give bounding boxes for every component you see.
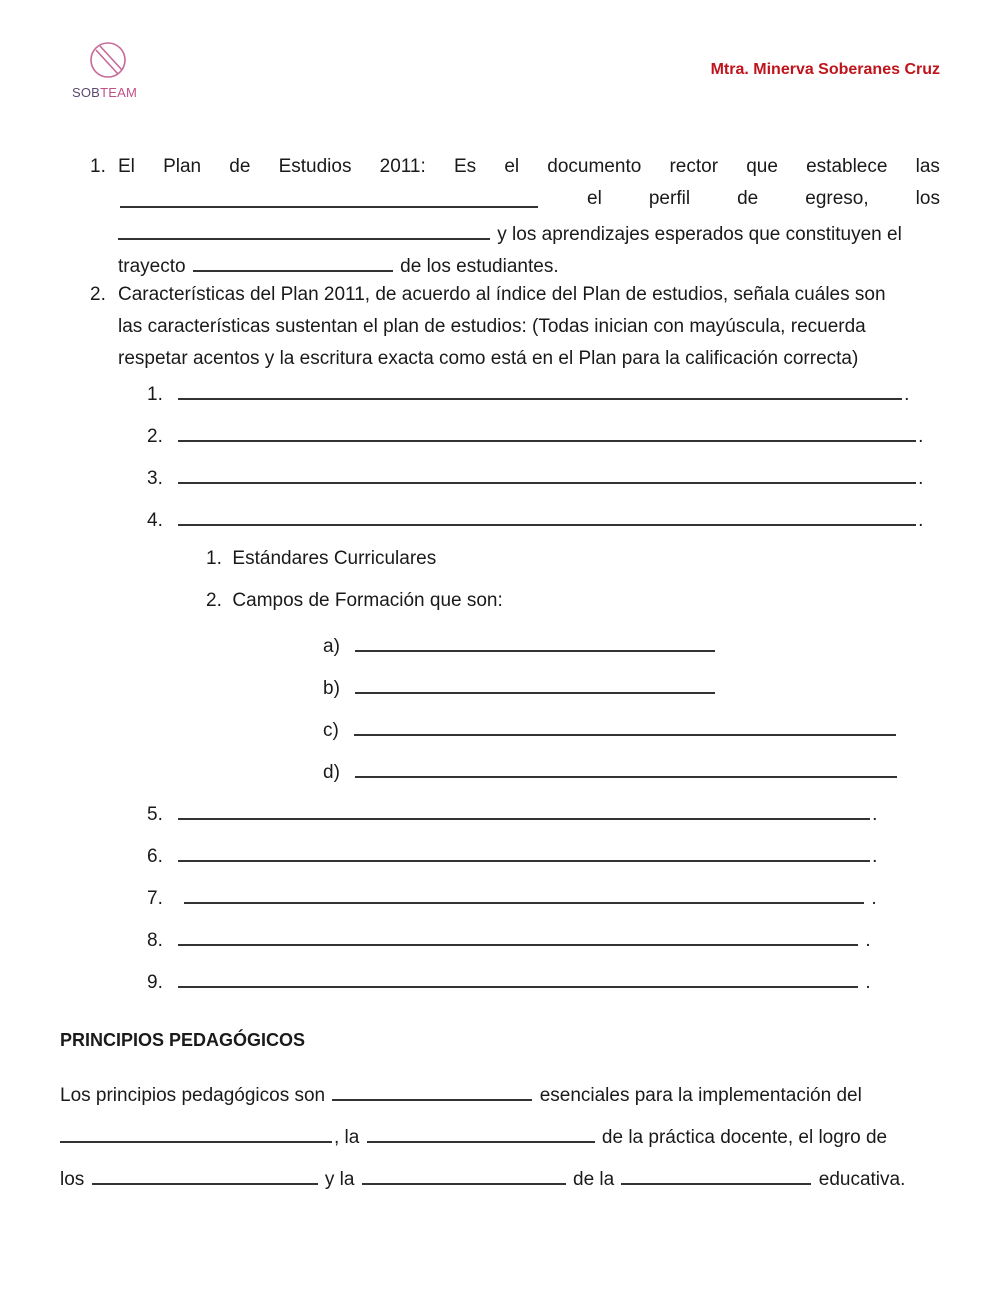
list-item: 3. .: [147, 464, 923, 490]
principios-line3: los y la de la educativa.: [60, 1165, 905, 1191]
letter-item: c): [323, 716, 898, 742]
blank-field[interactable]: [178, 506, 916, 526]
letter-item: d): [323, 758, 899, 784]
logo-s-icon: [88, 38, 128, 82]
blank-field[interactable]: [367, 1123, 595, 1143]
blank-field[interactable]: [178, 422, 916, 442]
q1-number: 1.: [90, 156, 106, 177]
blank-field[interactable]: [354, 716, 896, 736]
q1-line4: trayecto de los estudiantes.: [118, 252, 559, 278]
blank-field[interactable]: [621, 1165, 811, 1185]
blank-field[interactable]: [355, 758, 897, 778]
principios-line2: , la de la práctica docente, el logro de: [60, 1123, 887, 1149]
letter-item: b): [323, 674, 717, 700]
principios-line1: Los principios pedagógicos son esenciales para la implementación del: [60, 1081, 862, 1107]
q1-line2: el perfil de egreso, los: [118, 188, 940, 210]
blank-field[interactable]: [355, 632, 715, 652]
list-item: 2. .: [147, 422, 923, 448]
sub-item-estandares: 1. Estándares Curriculares: [206, 548, 437, 569]
blank-field[interactable]: [193, 252, 393, 272]
blank-field[interactable]: [178, 968, 858, 988]
blank-field[interactable]: [332, 1081, 532, 1101]
list-item: 9. .: [147, 968, 871, 994]
list-item: 8. .: [147, 926, 871, 952]
q2-number: 2.: [90, 284, 106, 305]
logo-text: SOBTEAM: [72, 85, 137, 100]
blank-field[interactable]: [355, 674, 715, 694]
blank-field[interactable]: [178, 800, 870, 820]
q2-line1: Características del Plan 2011, de acuerdo al índice del Plan de estudios, señala cuáles son: [118, 284, 886, 305]
q1-line3: y los aprendizajes esperados que constituyen el: [118, 220, 902, 246]
list-item: 7. .: [147, 884, 877, 910]
blank-field[interactable]: [118, 220, 490, 240]
letter-item: a): [323, 632, 717, 658]
list-item: 1. .: [147, 380, 909, 406]
blank-field[interactable]: [178, 926, 858, 946]
list-item: 4. .: [147, 506, 923, 532]
blank-field[interactable]: [184, 884, 864, 904]
blank-field[interactable]: [362, 1165, 566, 1185]
list-item: 5. .: [147, 800, 877, 826]
q2-line3: respetar acentos y la escritura exacta como está en el Plan para la calificación correcta): [118, 348, 859, 369]
q2-line2: las características sustentan el plan de estudios: (Todas inician con mayúscula, recuerda: [118, 316, 866, 337]
q1-line1: El Plan de Estudios 2011: Es el documento rector que establece las: [118, 156, 940, 177]
blank-field[interactable]: [178, 842, 870, 862]
blank-field[interactable]: [178, 464, 916, 484]
blank-field[interactable]: [92, 1165, 318, 1185]
author-name: Mtra. Minerva Soberanes Cruz: [710, 61, 940, 78]
list-item: 6. .: [147, 842, 877, 868]
blank-field[interactable]: [120, 188, 538, 208]
section-heading: PRINCIPIOS PEDAGÓGICOS: [60, 1030, 306, 1050]
sobteam-logo: [70, 38, 150, 102]
blank-field[interactable]: [178, 380, 902, 400]
blank-field[interactable]: [60, 1123, 332, 1143]
sub-item-campos: 2. Campos de Formación que son:: [206, 590, 503, 611]
